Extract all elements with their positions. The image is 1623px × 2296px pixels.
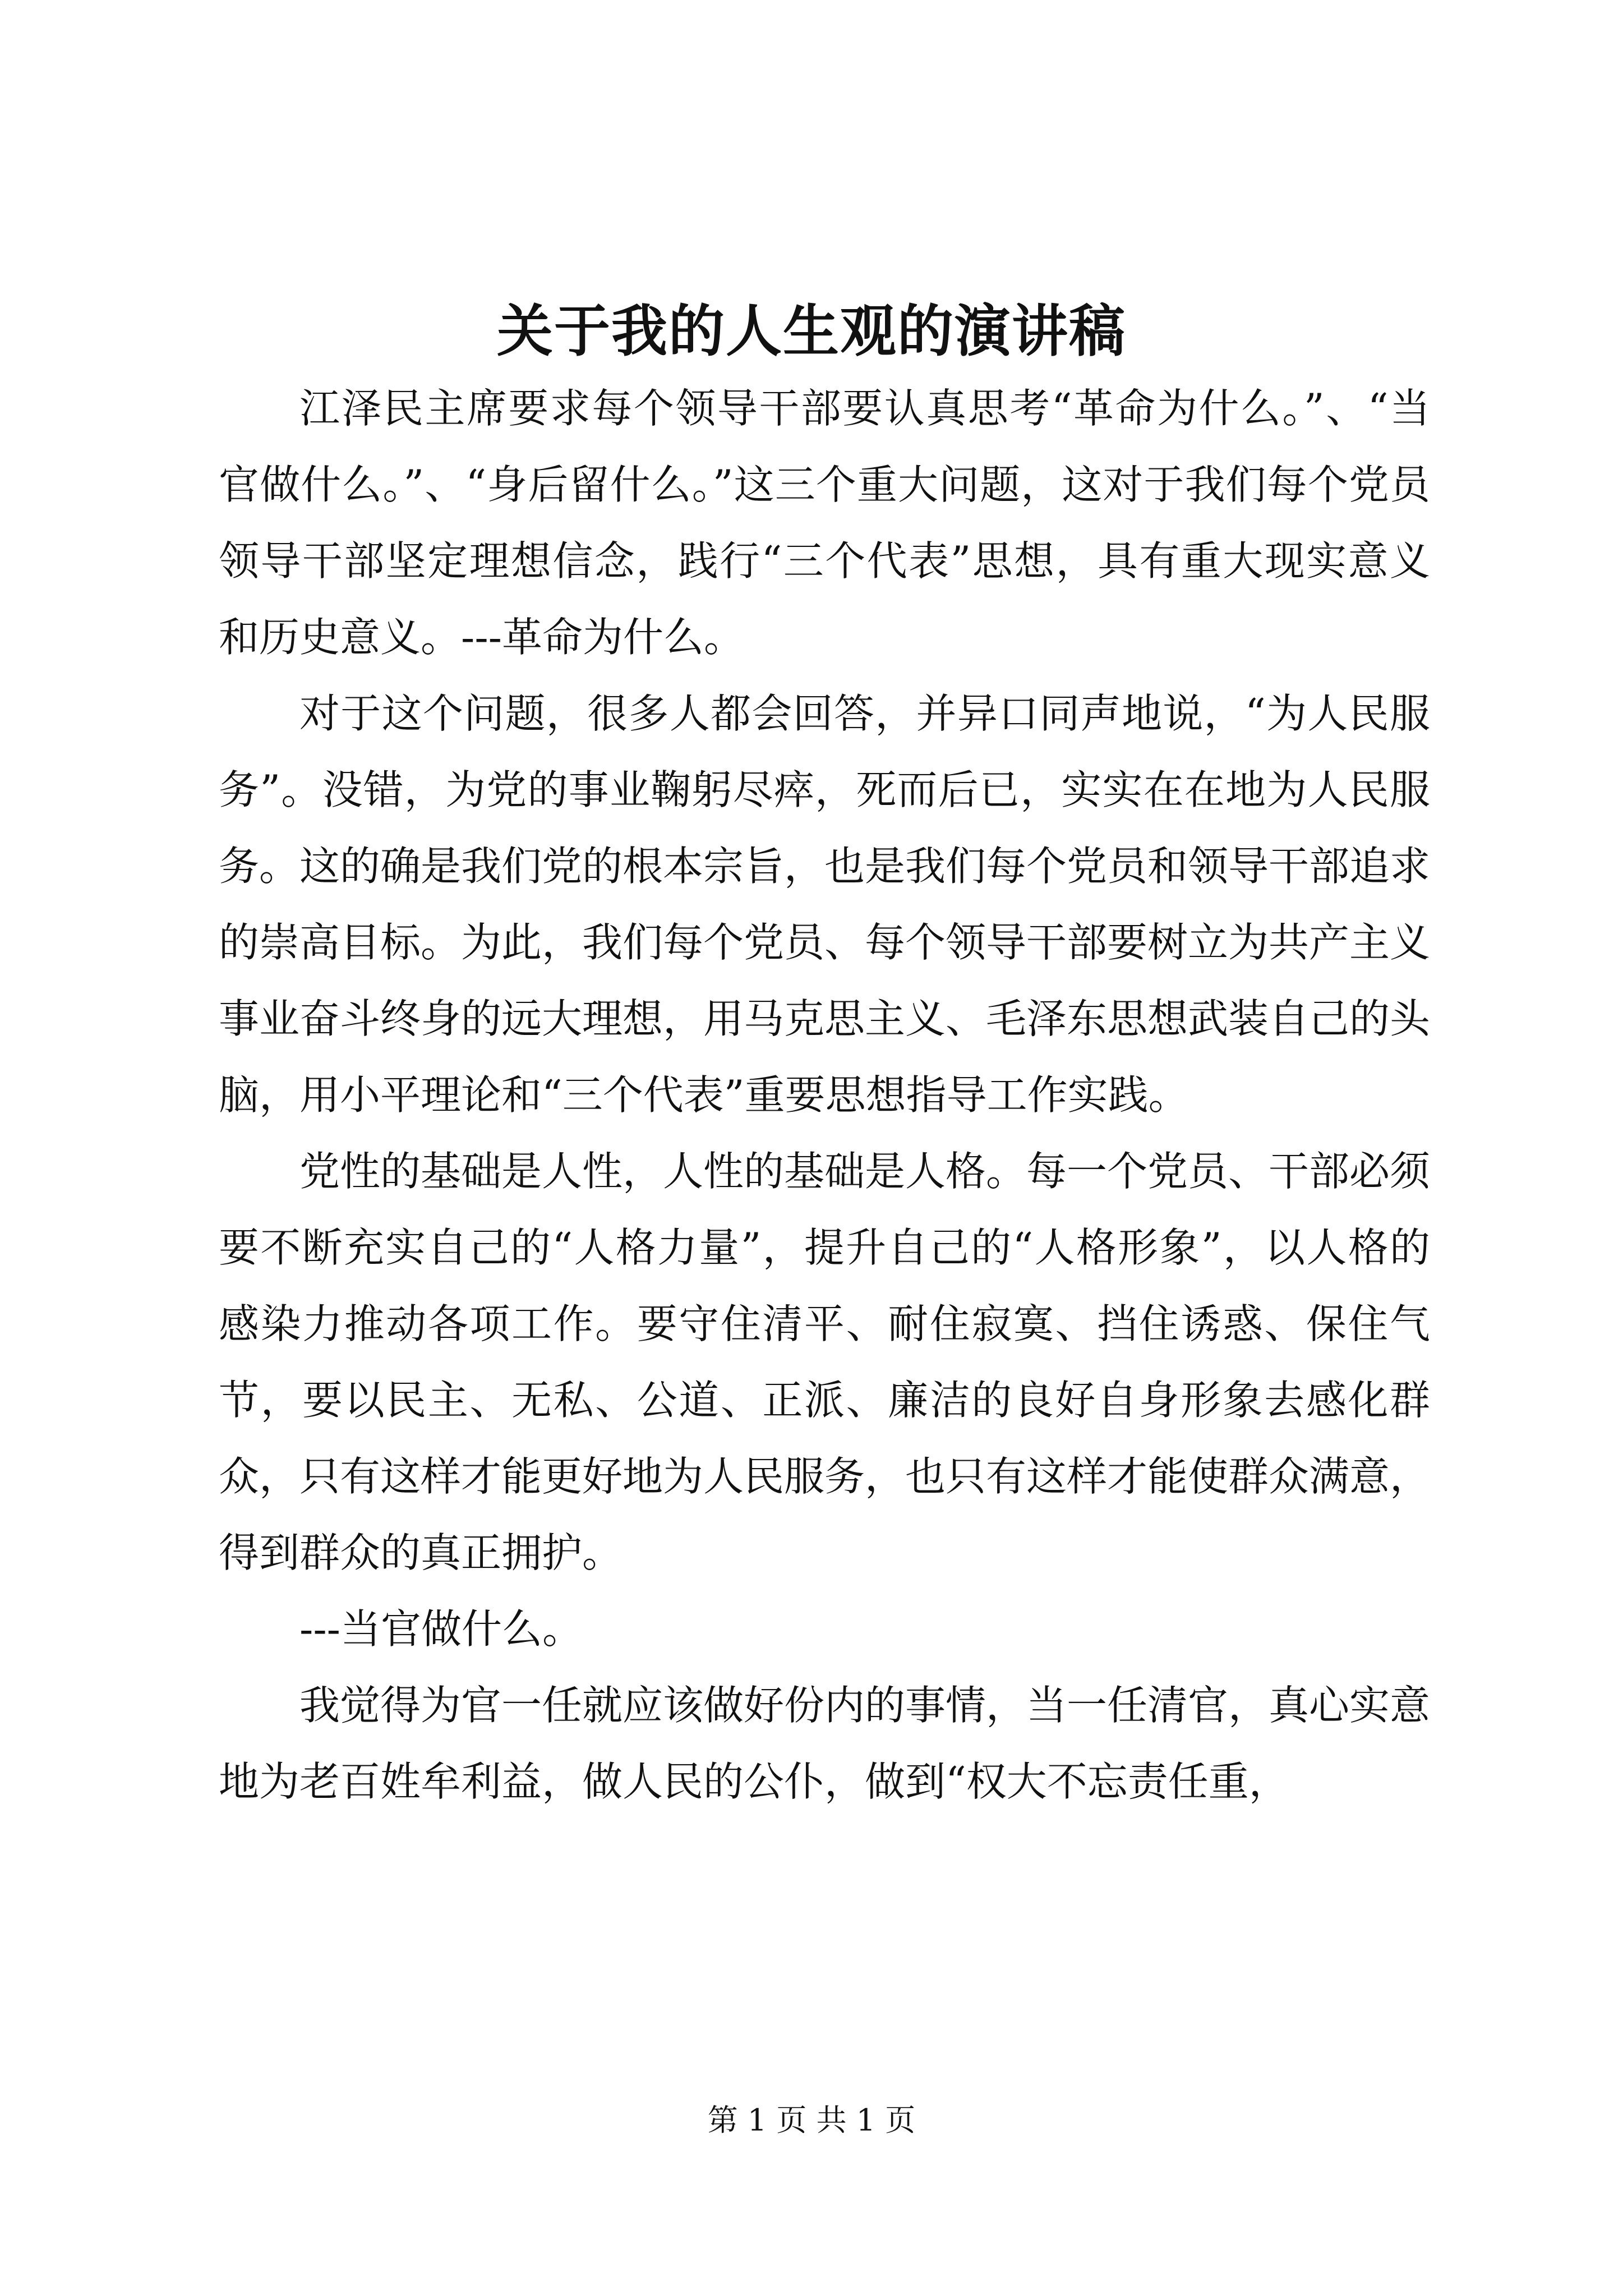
document-title: 关于我的人生观的演讲稿 [497, 298, 1126, 364]
paragraph-2: 对于这个问题，很多人都会回答，并异口同声地说，“为人民服务”。没错，为党的事业鞠躬尽瘁，死而后已，实实在在地为人民服务。这的确是我们党的根本宗旨，也是我们每个党员和领导干部追求的崇高目标。为此，我们每个党员、每个领导干部要树立为共产主义事业奋斗终身的远大理想，用马克思主义、毛泽东思想武装自己的头脑，用小平理论和“三个代表”重要思想指导工作实践。 [219, 690, 1431, 1119]
page-footer: 第 1 页 共 1 页 [707, 2102, 916, 2138]
paragraph-3: 党性的基础是人性，人性的基础是人格。每一个党员、干部必须要不断充实自己的“人格力量”，提升自己的“人格形象”，以人格的感染力推动各项工作。要守住清平、耐住寂寞、挡住诱惑、保住气节，要以民主、无私、公道、正派、廉洁的良好自身形象去感化群众，只有这样才能更好地为人民服务，也只有这样才能使群众满意，得到群众的真正拥护。 [219, 1148, 1431, 1576]
paragraph-5: 我觉得为官一任就应该做好份内的事情，当一任清官，真心实意地为老百姓牟利益，做人民的公仆，做到“权大不忘责任重， [219, 1682, 1431, 1805]
paragraph-4: ---当官做什么。 [299, 1605, 583, 1653]
paragraph-1: 江泽民主席要求每个领导干部要认真思考“革命为什么。”、“当官做什么。”、“身后留什么。”这三个重大问题，这对于我们每个党员领导干部坚定理想信念，践行“三个代表”思想，具有重大现实意义和历史意义。---革命为什么。 [219, 385, 1430, 661]
document-body [219, 370, 1430, 1820]
